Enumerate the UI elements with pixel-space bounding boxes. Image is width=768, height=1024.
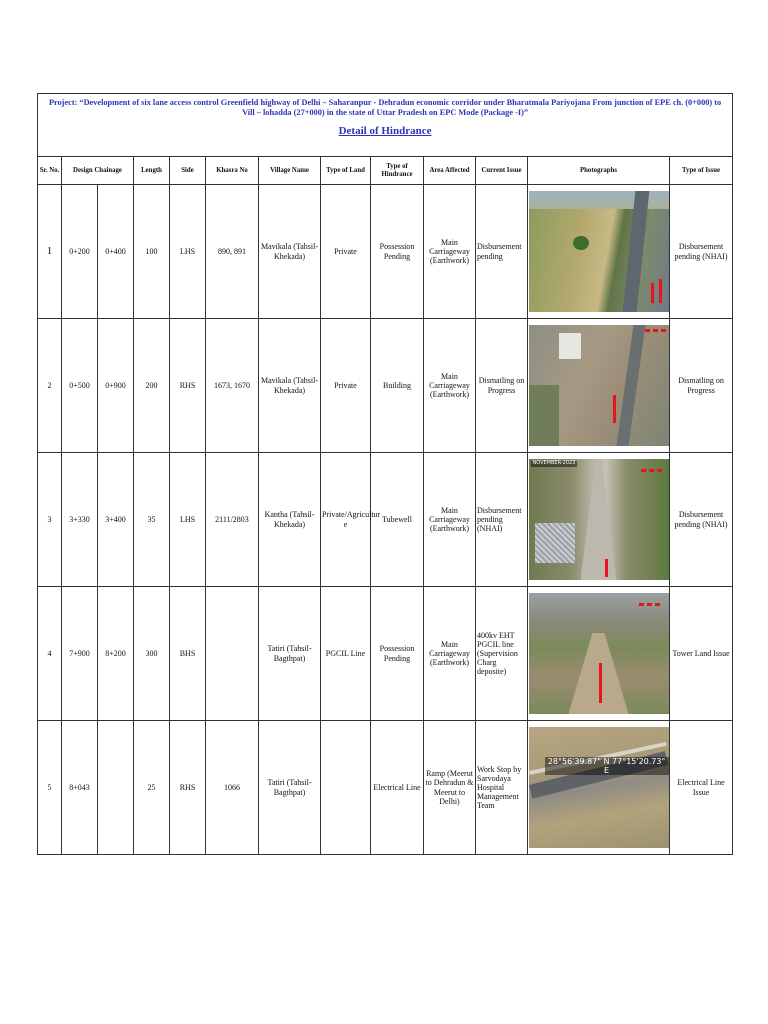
land-type-cell: PGCIL Line (321, 587, 371, 721)
side-cell: LHS (170, 453, 206, 587)
photo-date-stamp: NOVEMBER-2023 (532, 460, 576, 466)
sr-no-cell: 4 (38, 587, 62, 721)
col-current-issue: Current Issue (476, 157, 528, 185)
col-area-affected: Area Affected (424, 157, 476, 185)
hindrance-sheet (37, 93, 732, 855)
table-row (38, 453, 733, 587)
khasra-cell: 890, 891 (206, 185, 259, 319)
hindrance-table (37, 93, 733, 855)
hindrance-type-cell: Possession Pending (371, 587, 424, 721)
col-type-of-hindrance: Type of Hindrance (371, 157, 424, 185)
chainage-to-cell: 0+900 (98, 319, 134, 453)
current-issue-cell: 400kv EHT PGCIL line (Supervision Charg deposite) (476, 587, 528, 721)
sr-no-cell: 2 (38, 319, 62, 453)
chainage-to-cell: 8+200 (98, 587, 134, 721)
col-length: Length (134, 157, 170, 185)
photo-cell (528, 587, 670, 721)
current-issue-cell: Dismatling on Progress (476, 319, 528, 453)
khasra-cell: 1066 (206, 721, 259, 855)
area-affected-cell: Main Carriageway (Earthwork) (424, 319, 476, 453)
project-title: Project: “Development of six lane access control Greenfield highway of Delhi – Saharanpur - Dehradun economic corridor under Bharatmala Pariyojana From junction of EPE ch. (0+000) to Vill – lohadda (27+000) in the state of Uttar Pradesh on EPC Mode (Package -I)” (48, 98, 722, 118)
land-type-cell: Private (321, 319, 371, 453)
sr-no-cell: 1 (38, 185, 62, 319)
chainage-to-cell: 3+400 (98, 453, 134, 587)
length-cell: 35 (134, 453, 170, 587)
col-village-name: Village Name (259, 157, 321, 185)
village-cell: Tatiri (Tahsil-Bagthpat) (259, 721, 321, 855)
aerial-photo (529, 325, 669, 446)
current-issue-cell: Disbursement pending (476, 185, 528, 319)
area-affected-cell: Main Carriageway (Earthwork) (424, 453, 476, 587)
village-cell: Mavikala (Tahsil-Khekada) (259, 319, 321, 453)
side-cell: RHS (170, 721, 206, 855)
col-design-chainage: Design Chainage (62, 157, 134, 185)
aerial-photo (529, 191, 669, 312)
table-row (38, 319, 733, 453)
title-cell (38, 94, 733, 157)
side-cell: RHS (170, 319, 206, 453)
chainage-from-cell: 7+900 (62, 587, 98, 721)
col-khasra-no: Khasra No (206, 157, 259, 185)
header-row (38, 157, 733, 185)
land-type-cell: Private (321, 185, 371, 319)
land-type-cell (321, 721, 371, 855)
photo-cell (528, 319, 670, 453)
chainage-to-cell: 0+400 (98, 185, 134, 319)
aerial-photo (529, 459, 669, 580)
current-issue-cell: Work Stop by Sarvodaya Hospital Management Team (476, 721, 528, 855)
khasra-cell: 1673, 1670 (206, 319, 259, 453)
village-cell: Mavikala (Tahsil-Khekada) (259, 185, 321, 319)
aerial-photo (529, 727, 669, 848)
aerial-photo (529, 593, 669, 714)
table-row (38, 721, 733, 855)
side-cell: LHS (170, 185, 206, 319)
photo-cell (528, 453, 670, 587)
hindrance-type-cell: Building (371, 319, 424, 453)
side-cell: BHS (170, 587, 206, 721)
khasra-cell: 2111/2803 (206, 453, 259, 587)
chainage-from-cell: 0+200 (62, 185, 98, 319)
chainage-from-cell: 0+500 (62, 319, 98, 453)
sr-no-cell: 3 (38, 453, 62, 587)
chainage-to-cell (98, 721, 134, 855)
length-cell: 25 (134, 721, 170, 855)
length-cell: 200 (134, 319, 170, 453)
issue-type-cell: Disbursement pending (NHAI) (670, 453, 733, 587)
chainage-from-cell: 3+330 (62, 453, 98, 587)
photo-cell (528, 185, 670, 319)
village-cell: Tatiri (Tahsil-Bagthpat) (259, 587, 321, 721)
col-type-of-issue: Type of Issue (670, 157, 733, 185)
village-cell: Kantha (Tahsil-Khekada) (259, 453, 321, 587)
table-row (38, 587, 733, 721)
col-photographs: Photographs (528, 157, 670, 185)
hindrance-type-cell: Electrical Line (371, 721, 424, 855)
issue-type-cell: Disbursement pending (NHAI) (670, 185, 733, 319)
col-sr-no: Sr. No. (38, 157, 62, 185)
hindrance-type-cell: Possession Pending (371, 185, 424, 319)
land-type-cell: Private/Agricultur e (321, 453, 371, 587)
col-type-of-land: Type of Land (321, 157, 371, 185)
khasra-cell (206, 587, 259, 721)
issue-type-cell: Tower Land Issue (670, 587, 733, 721)
area-affected-cell: Ramp (Meerut to Dehradun & Meerut to Delhi) (424, 721, 476, 855)
detail-title: Detail of Hindrance (338, 124, 432, 137)
issue-type-cell: Electrical Line Issue (670, 721, 733, 855)
col-side: Side (170, 157, 206, 185)
chainage-from-cell: 8+043 (62, 721, 98, 855)
sr-no-cell: 5 (38, 721, 62, 855)
length-cell: 100 (134, 185, 170, 319)
length-cell: 300 (134, 587, 170, 721)
issue-type-cell: Dismatling on Progress (670, 319, 733, 453)
photo-cell (528, 721, 670, 855)
photo-coordinates: 28°56'39.87" N 77°15'20.73" E (545, 757, 669, 775)
table-row (38, 185, 733, 319)
area-affected-cell: Main Carriageway (Earthwork) (424, 185, 476, 319)
current-issue-cell: Disbursement pending (NHAI) (476, 453, 528, 587)
hindrance-type-cell: Tubewell (371, 453, 424, 587)
area-affected-cell: Main Carriageway (Earthwork) (424, 587, 476, 721)
